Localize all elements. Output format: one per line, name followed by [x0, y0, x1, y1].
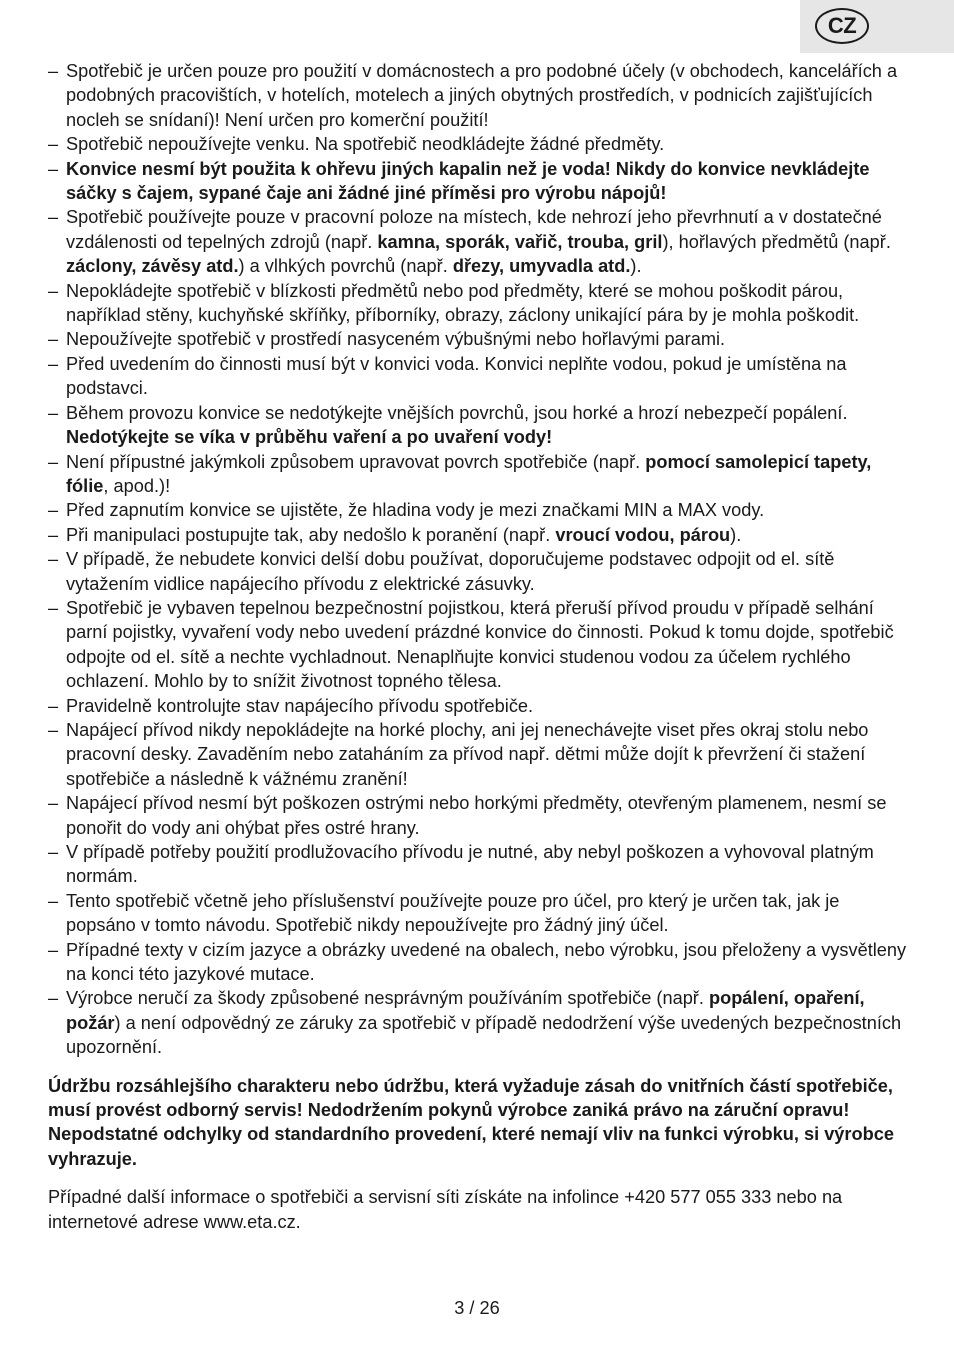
- bullet-text: Spotřebič je určen pouze pro použití v domácnostech a pro podobné účely (v obchodech, kancelářích a podobných pracovištích, v hotelích, motelech a jiných obytných prostředích, v podnicích zajišťujících nocleh se snídaní)! Není určen pro komerční použití!: [66, 61, 898, 130]
- safety-bullet: [48, 352, 908, 401]
- safety-bullet: [48, 938, 908, 987]
- bullet-text: Není přípustné jakýmkoli způsobem upravovat povrch spotřebiče (např.: [66, 451, 646, 472]
- safety-bullet: [48, 327, 908, 351]
- safety-bullet: [48, 596, 908, 694]
- safety-bullet: [48, 498, 908, 522]
- safety-bullet: [48, 59, 908, 132]
- safety-bullet: [48, 547, 908, 596]
- bullet-text-bold: kamna, sporák, vařič, trouba, gril: [377, 231, 663, 252]
- safety-bullet: [48, 791, 908, 840]
- service-note: Údržbu rozsáhlejšího charakteru nebo údržbu, která vyžaduje zásah do vnitřních částí spotřebiče, musí provést odborný servis! Nedodržením pokynů výrobce zaniká právo na záruční opravu! Nepodstatné odchylky od standardního provedení, které nemají vliv na funkci výrobku, si výrobce vyhrazuje.: [48, 1075, 894, 1169]
- safety-bullet: [48, 157, 908, 206]
- bullet-text: Před uvedením do činnosti musí být v konvici voda. Konvici neplňte vodou, pokud je umístěna na podstavci.: [66, 353, 847, 399]
- language-badge: CZ: [815, 8, 869, 44]
- bullet-text: Před zapnutím konvice se ujistěte, že hladina vody je mezi značkami MIN a MAX vody.: [66, 500, 765, 521]
- bullet-text-bold: popálení, opaření, požár: [66, 988, 865, 1033]
- safety-bullet: [48, 889, 908, 938]
- bullet-text: V případě, že nebudete konvici delší dobu používat, doporučujeme podstavec odpojit od el. sítě vytažením vidlice napájecího přívodu z elektrické zásuvky.: [66, 549, 835, 594]
- safety-bullet: [48, 279, 908, 328]
- safety-instructions: [48, 59, 908, 1234]
- bullet-text: Tento spotřebič včetně jeho příslušenství používejte pouze pro účel, pro který je určen tak, jak je popsáno v tomto návodu. Spotřebič nikdy nepoužívejte pro žádný jiný účel.: [66, 890, 840, 936]
- bullet-text: Spotřebič používejte pouze v pracovní poloze na místech, kde nehrozí jeho převrhnutí a v dostatečné vzdálenosti od tepelných zdrojů (např.: [66, 207, 882, 252]
- bullet-text: Napájecí přívod nikdy nepokládejte na horké plochy, ani jej nenechávejte viset přes okraj stolu nebo pracovní desky. Zavaděním nebo zataháním za přívod např. dětmi může dojít k převržení či stažení spotřebiče a následně k vážnému zranění!: [66, 719, 869, 789]
- safety-bullet: [48, 132, 908, 156]
- bullet-text: Spotřebič nepoužívejte venku. Na spotřebič neodkládejte žádné předměty.: [66, 134, 665, 155]
- bullet-text: Během provozu konvice se nedotýkejte vnějších povrchů, jsou horké a hrozí nebezpečí popálení.: [66, 402, 848, 423]
- safety-bullet: [48, 694, 908, 718]
- bullet-text-bold: dřezy, umyvadla atd.: [452, 256, 631, 277]
- bullet-text: Pravidelně kontrolujte stav napájecího přívodu spotřebiče.: [66, 695, 534, 716]
- bullet-text: Výrobce neručí za škody způsobené nesprávným používáním spotřebiče (např.: [66, 988, 709, 1009]
- safety-bullet-list: [48, 59, 908, 1060]
- bullet-text: ) a není odpovědný ze záruky za spotřebič v případě nedodržení výše uvedených bezpečnostních upozornění.: [66, 1012, 902, 1058]
- safety-bullet: [48, 840, 908, 889]
- page-number: 3 / 26: [454, 1298, 500, 1318]
- safety-bullet: [48, 718, 908, 791]
- bullet-text: ) a vlhkých povrchů (např.: [238, 256, 453, 277]
- bullet-text: ).: [730, 524, 742, 545]
- bullet-text-bold: pomocí samolepicí tapety, fólie: [66, 451, 872, 496]
- safety-bullet: [48, 205, 908, 278]
- bullet-text: Nepokládejte spotřebič v blízkosti předmětů nebo pod předměty, které se mohou poškodit párou, například stěny, kuchyňské skříňky, příborníky, obrazy, záclony unikající pára by je mohla poškodit.: [66, 280, 860, 326]
- bullet-text-bold: záclony, závěsy atd.: [66, 256, 239, 277]
- bullet-text: V případě potřeby použití prodlužovacího přívodu je nutné, aby nebyl poškozen a vyhovoval platným normám.: [66, 842, 874, 887]
- bullet-text-bold: vroucí vodou, párou: [555, 524, 731, 545]
- bullet-text: , apod.)!: [103, 475, 171, 496]
- safety-bullet: [48, 401, 908, 450]
- bullet-text: ).: [630, 256, 642, 277]
- bullet-text: Nepoužívejte spotřebič v prostředí nasyceném výbušnými nebo hořlavými parami.: [66, 329, 726, 350]
- safety-bullet: [48, 523, 908, 547]
- bullet-text-bold: Nedotýkejte se víka v průběhu vaření a po uvaření vody!: [66, 427, 553, 448]
- safety-bullet: [48, 986, 908, 1059]
- bullet-text-bold: Konvice nesmí být použita k ohřevu jiných kapalin než je voda! Nikdy do konvice nevkládejte sáčky s čajem, sypané čaje ani žádné jiné příměsi pro výrobu nápojů!: [66, 158, 870, 204]
- bullet-text: Napájecí přívod nesmí být poškozen ostrými nebo horkými předměty, otevřeným plamenem, nesmí se ponořit do vody ani ohýbat přes ostré hrany.: [66, 793, 887, 838]
- bullet-text: Spotřebič je vybaven tepelnou bezpečnostní pojistkou, která přeruší přívod proudu v případě selhání parní pojistky, vyvaření vody nebo uvedení prázdné konvice do činnosti. Pokud k tomu dojde, spotřebič odpojte od el. sítě a nechte vychladnout. Nenaplňujte konvici studenou vodou za účelem rychlého ochlazení. Mohlo by to snížit životnost topného tělesa.: [66, 597, 894, 692]
- bullet-text: Případné texty v cizím jazyce a obrázky uvedené na obalech, nebo výrobku, jsou přeloženy a vysvětleny na konci této jazykové mutace.: [66, 939, 907, 985]
- info-note: Případné další informace o spotřebiči a servisní síti získáte na infolince +420 577 055 333 nebo na internetové adrese www.eta.cz.: [48, 1187, 843, 1232]
- bullet-text: Při manipulaci postupujte tak, aby nedošlo k poranění (např.: [66, 524, 556, 545]
- safety-bullet: [48, 450, 908, 499]
- bullet-text: ), hořlavých předmětů (např.: [662, 231, 891, 252]
